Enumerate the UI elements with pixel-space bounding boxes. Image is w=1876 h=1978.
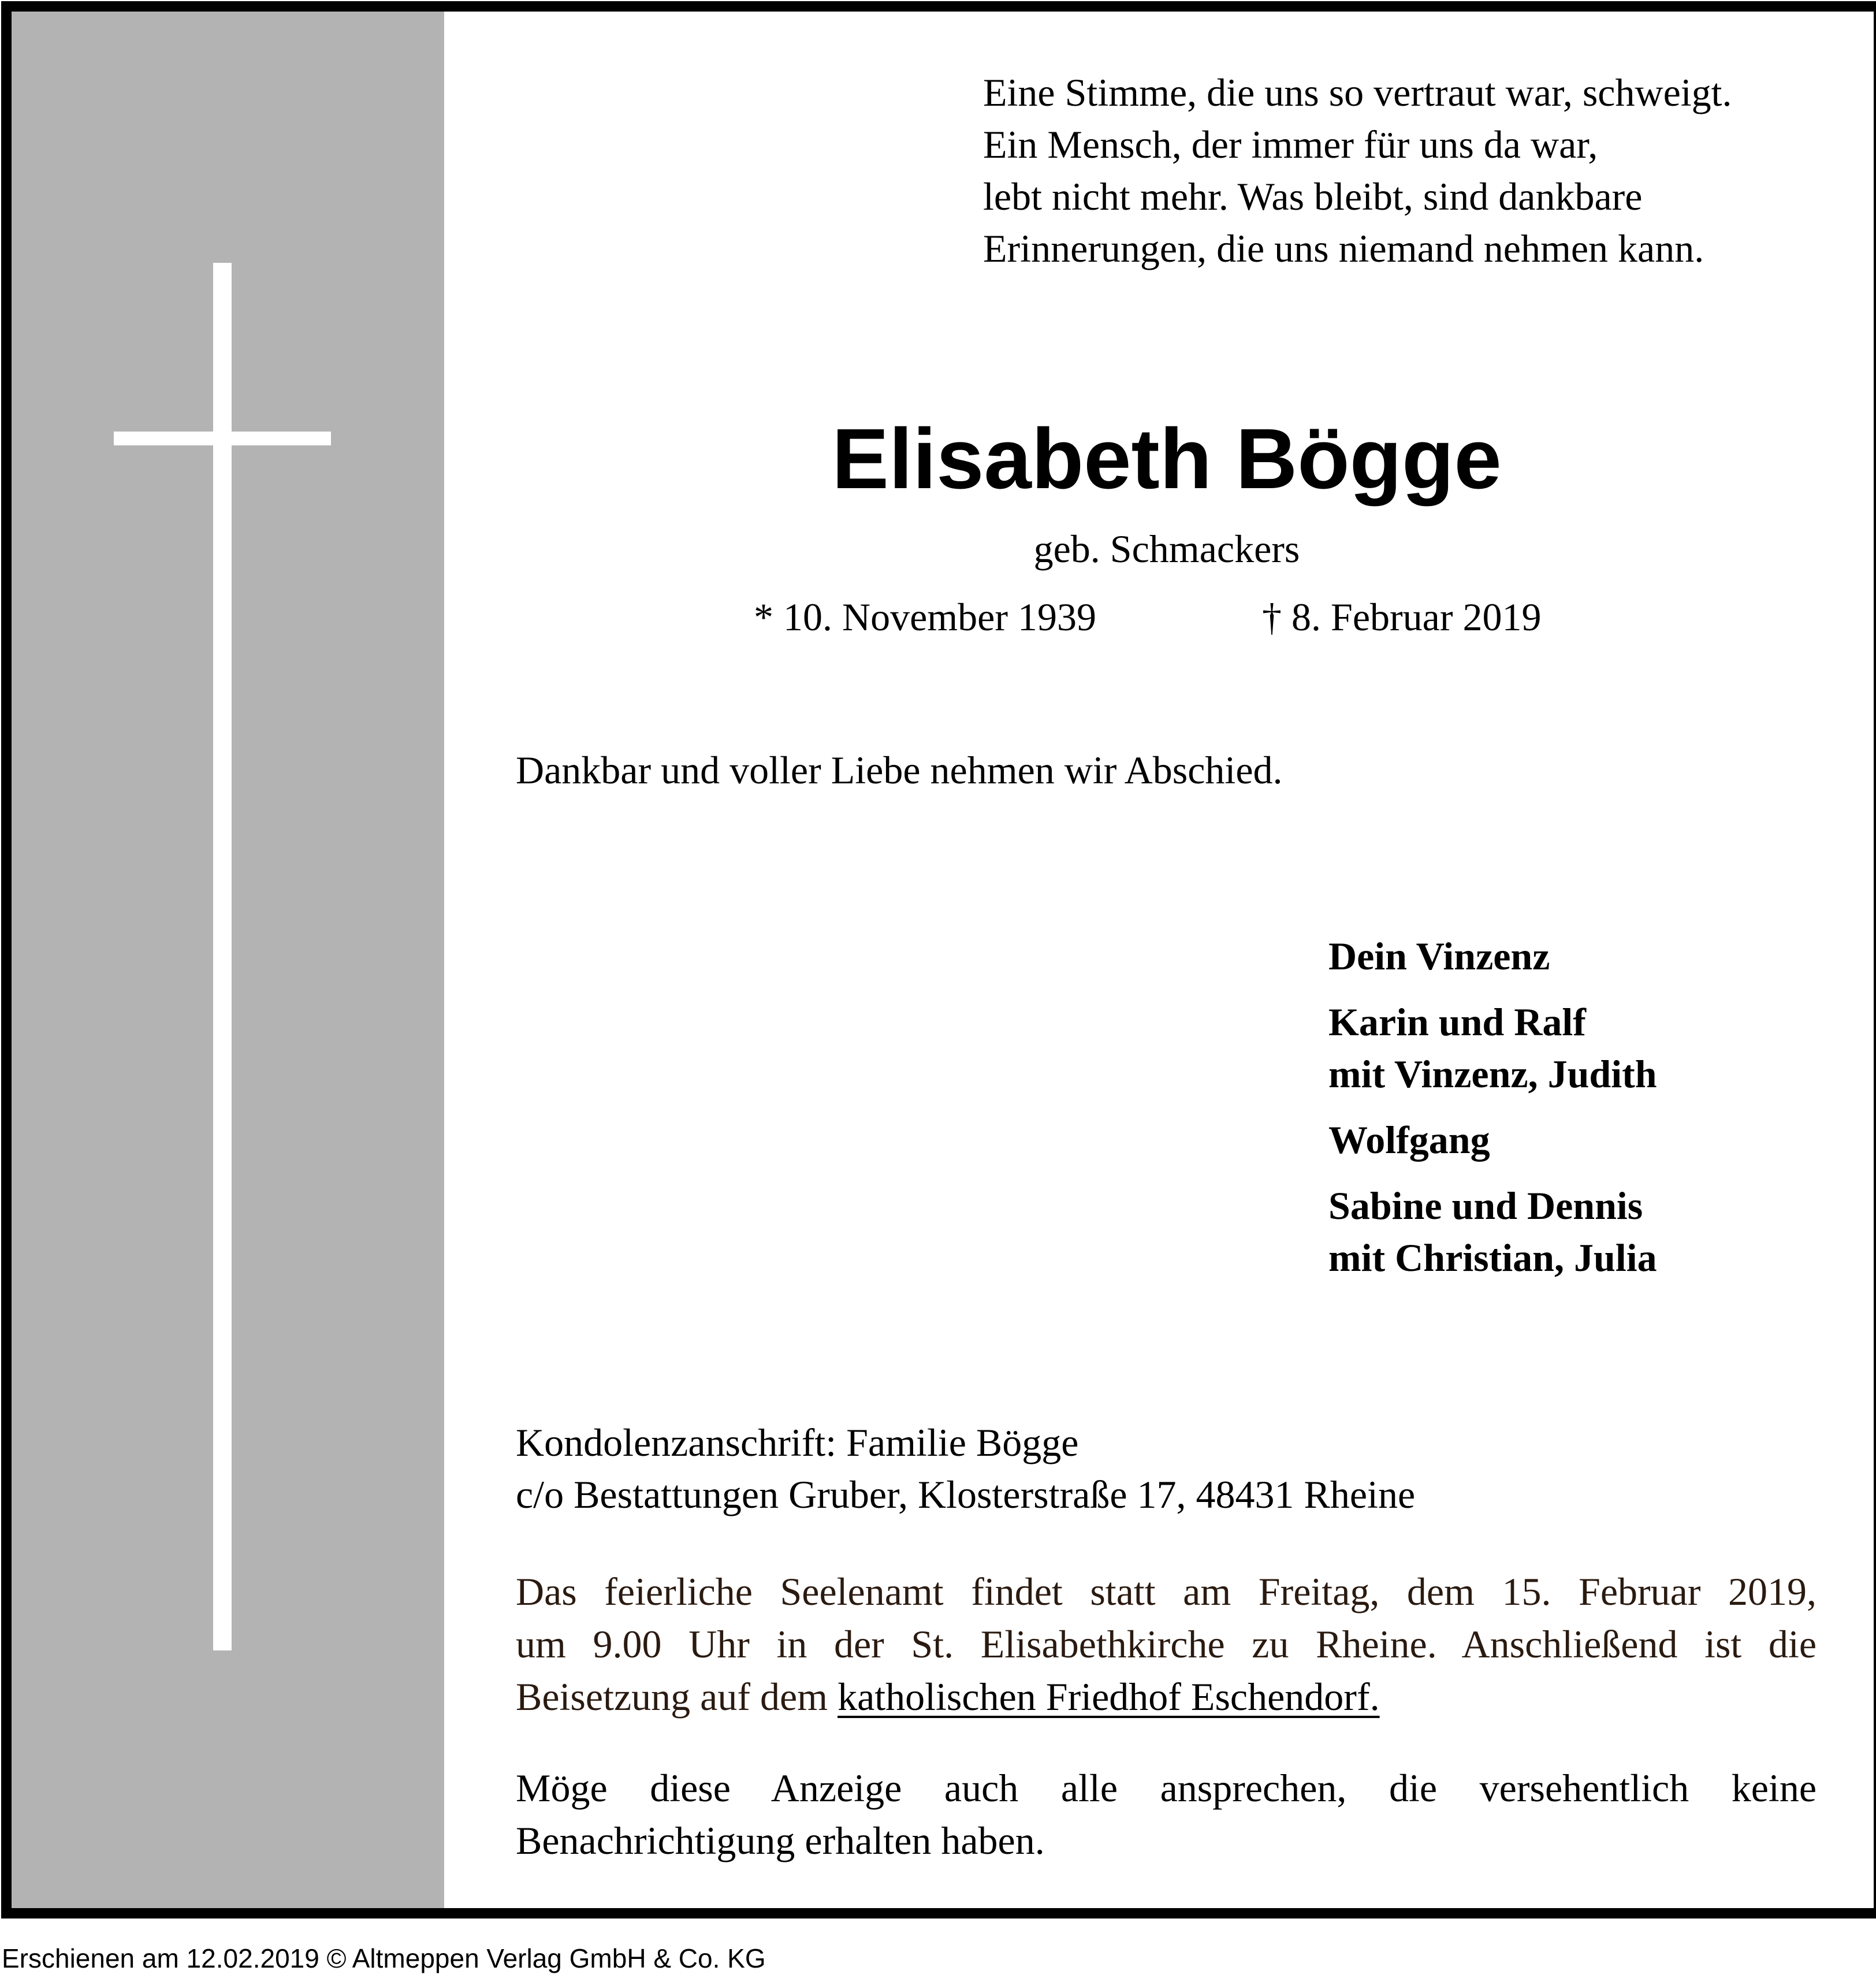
condolence-address xyxy=(516,1416,1415,1520)
publication-footer: Erschienen am 12.02.2019 © Altmeppen Verlag GmbH & Co. KG xyxy=(2,1943,766,1973)
service-line: Das feierliche Seelenamt findet statt am Freitag, dem 15. Februar 2019, xyxy=(516,1570,1817,1613)
birth-date: * 10. November 1939 xyxy=(754,595,1097,639)
notice-line: Benachrichtigung erhalten haben. xyxy=(516,1819,1045,1862)
service-line xyxy=(516,1671,1817,1723)
family-signatures xyxy=(1328,930,1657,1297)
cross-icon xyxy=(12,12,444,1908)
family-member-line: Karin und Ralf xyxy=(1328,1000,1586,1044)
memorial-poem xyxy=(983,66,1849,274)
poem-line: lebt nicht mehr. Was bleibt, sind dankbare xyxy=(983,174,1643,218)
maiden-name: geb. Schmackers xyxy=(1033,527,1300,571)
obituary-frame xyxy=(1,1,1876,1918)
service-announcement xyxy=(516,1566,1817,1723)
condolence-line: Kondolenzanschrift: Familie Bögge xyxy=(516,1421,1079,1464)
family-group xyxy=(1328,930,1657,982)
family-member-line: Sabine und Dennis xyxy=(1328,1184,1643,1228)
death-date: † 8. Februar 2019 xyxy=(1262,595,1542,639)
farewell-text: Dankbar und voller Liebe nehmen wir Abschied. xyxy=(516,748,1283,792)
poem-line: Ein Mensch, der immer für uns da war, xyxy=(983,122,1598,166)
condolence-line: c/o Bestattungen Gruber, Klosterstraße 17, 48431 Rheine xyxy=(516,1473,1416,1516)
cross-vertical-bar xyxy=(213,263,232,1650)
family-group xyxy=(1328,996,1657,1100)
cross-horizontal-bar xyxy=(114,432,331,445)
family-member-line: mit Vinzenz, Judith xyxy=(1328,1052,1657,1096)
notice-text xyxy=(516,1762,1817,1867)
family-member-line: mit Christian, Julia xyxy=(1328,1236,1657,1280)
service-line: um 9.00 Uhr in der St. Elisabethkirche zu Rheine. Anschließend ist die xyxy=(516,1622,1817,1666)
family-group xyxy=(1328,1180,1657,1284)
poem-line: Eine Stimme, die uns so vertraut war, schweigt. xyxy=(983,70,1732,114)
family-member-line: Wolfgang xyxy=(1328,1118,1490,1162)
family-member-line: Dein Vinzenz xyxy=(1328,934,1550,978)
deceased-name: Elisabeth Bögge xyxy=(832,411,1502,507)
cemetery-name: katholischen Friedhof Eschendorf. xyxy=(838,1675,1380,1719)
poem-line: Erinnerungen, die uns niemand nehmen kann. xyxy=(983,226,1704,270)
service-line-prefix: Beisetzung auf dem xyxy=(516,1675,838,1719)
notice-line: Möge diese Anzeige auch alle ansprechen, die versehentlich keine xyxy=(516,1766,1817,1810)
family-group xyxy=(1328,1114,1657,1166)
